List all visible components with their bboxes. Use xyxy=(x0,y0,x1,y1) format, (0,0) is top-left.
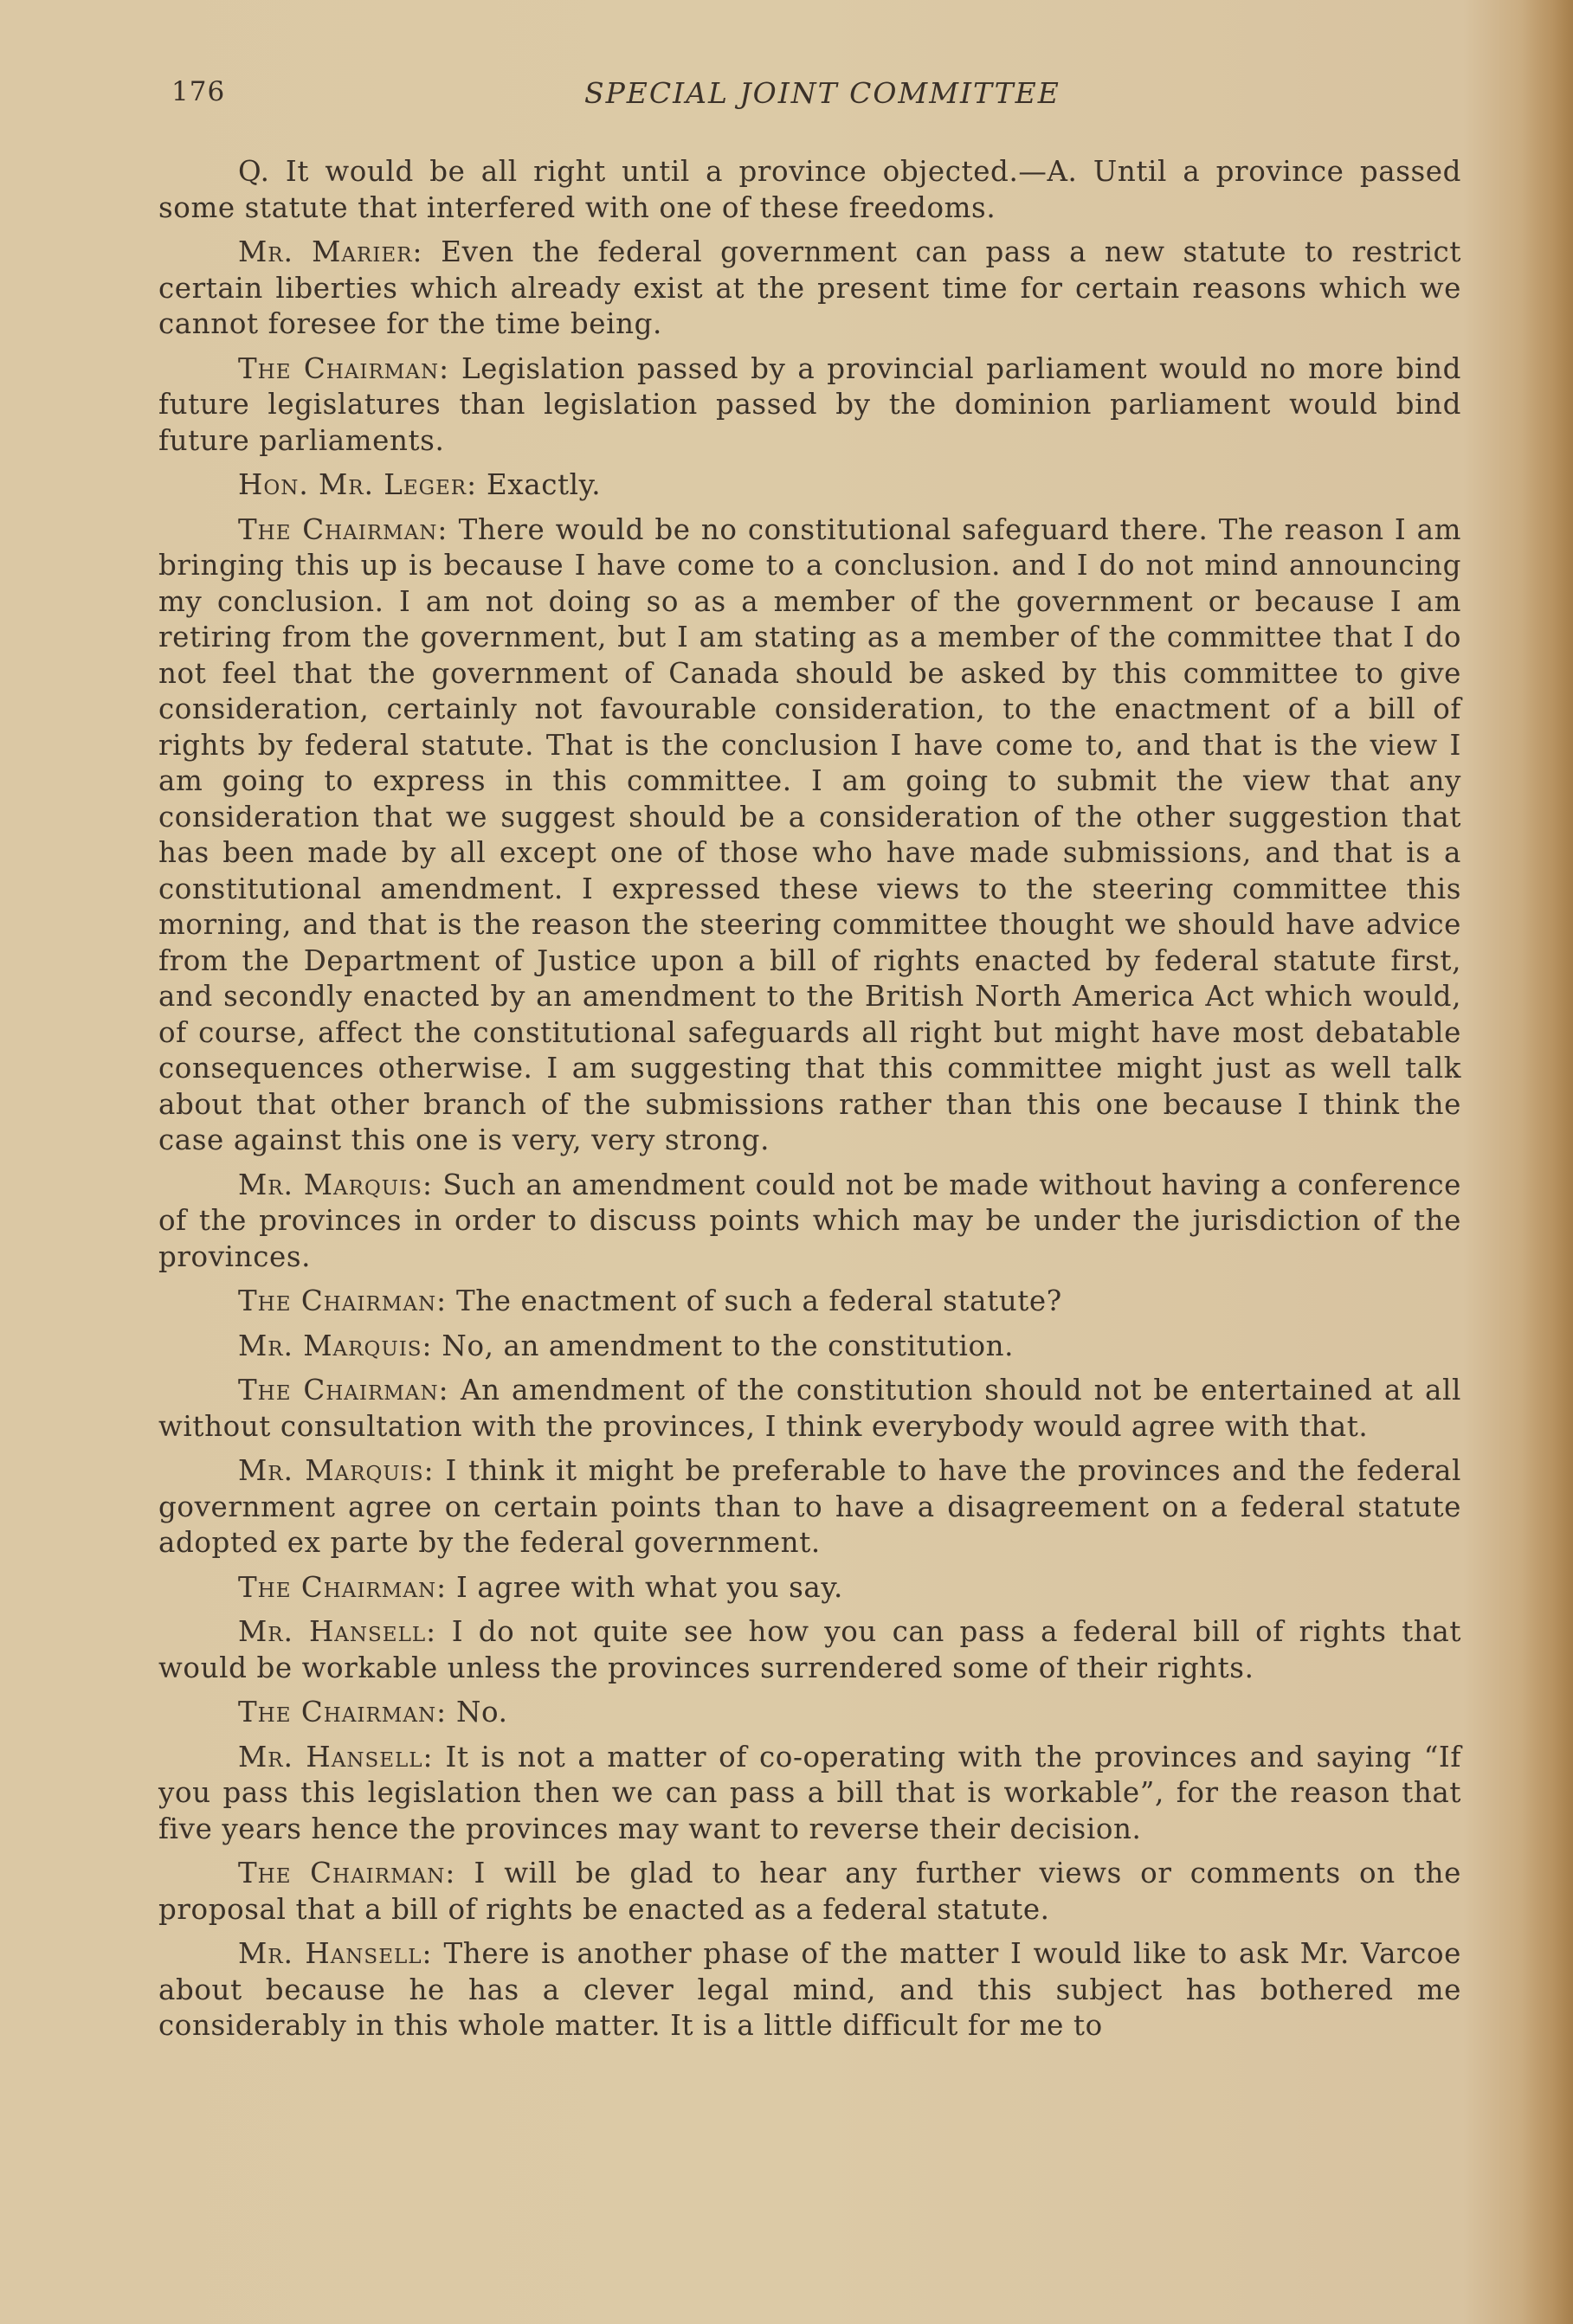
speaker-name: Mr. Hansell: xyxy=(238,1740,434,1774)
paragraph xyxy=(158,1329,1461,1365)
paragraph-text: There would be no constitutional safeguard there. The reason I am bringing this up is because I have come to a conclusion. and I do not mind announcing my conclusion. I am not doing so as a member of the government or because I am retiring from the government, but I am stating as a member of the committee that I do not feel that the government of Canada should be asked by this committee to give consideration, certainly not favourable consideration, to the enactment of a bill of rights by federal statute. That is the conclusion I have come to, and that is the view I am going to express in this committee. I am going to submit the view that any consideration that we suggest should be a consideration of the other suggestion that has been made by all except one of those who have made submissions, and that is a constitutional amendment. I expressed these views to the steering committee this morning, and that is the reason the steering committee thought we should have advice from the Department of Justice upon a bill of rights enacted by federal statute first, and secondly enacted by an amendment to the British North America Act which would, of course, affect the constitutional safeguards all right but might have most debatable consequences otherwise. I am suggesting that this committee might just as well talk about that other branch of the submissions rather than this one because I think the case against this one is very, very strong. xyxy=(158,512,1461,1156)
paragraph-text: I think it might be preferable to have the provinces and the federal government agree on certain points than to have a disagreement on a federal statute adopted ex parte by the federal government. xyxy=(158,1454,1461,1559)
paragraph xyxy=(158,1936,1461,2044)
paragraph xyxy=(158,351,1461,460)
paragraph-text: I will be glad to hear any further views or comments on the proposal that a bill of rights be enacted as a federal statute. xyxy=(158,1857,1461,1926)
speaker-name: The Chairman: xyxy=(238,1284,448,1317)
speaker-name: The Chairman: xyxy=(238,1857,456,1889)
paragraph-text: The enactment of such a federal statute? xyxy=(447,1284,1062,1317)
speaker-name: Mr. Marquis: xyxy=(238,1454,435,1487)
paragraph-text: Exactly. xyxy=(477,468,602,501)
paragraph xyxy=(158,1373,1461,1445)
speaker-name: The Chairman: xyxy=(238,512,448,546)
paragraph xyxy=(158,1740,1461,1848)
paragraph xyxy=(158,1695,1461,1731)
paragraph-text: Q. It would be all right until a province objected.—A. Until a province passed some statute that interfered with one of these freedoms. xyxy=(158,155,1461,224)
paragraph-text: I do not quite see how you can pass a federal bill of rights that would be workable unless the provinces surrendered some of their rights. xyxy=(158,1615,1461,1684)
paragraph xyxy=(158,1168,1461,1276)
speaker-name: Mr. Marquis: xyxy=(238,1168,433,1201)
paragraph-text: No. xyxy=(447,1696,508,1729)
speaker-name: Mr. Marier: xyxy=(238,235,423,268)
paragraph xyxy=(158,1284,1461,1320)
paragraph-text: No, an amendment to the constitution. xyxy=(432,1329,1015,1362)
transcript-body xyxy=(158,154,1461,2053)
paragraph-text: There is another phase of the matter I would like to ask Mr. Varcoe about because he has a clever legal mind, and this subject has bothered me considerably in this whole matter. It is a little difficult for me to xyxy=(158,1937,1461,2042)
speaker-name: Hon. Mr. Leger: xyxy=(238,468,478,501)
speaker-name: Mr. Hansell: xyxy=(238,1615,437,1648)
paragraph-text: Legislation passed by a provincial parliament would no more bind future legislatures than legislation passed by the dominion parliament would bind future parliaments. xyxy=(158,351,1462,457)
page-number: 176 xyxy=(171,76,226,107)
paragraph xyxy=(158,1570,1461,1606)
paragraph-text: It is not a matter of co-operating with the provinces and saying “If you pass this legislation then we can pass a bill that is workable”, for the reason that five years hence the provinces may want to reverse their decision. xyxy=(158,1740,1461,1845)
paragraph xyxy=(158,512,1461,1159)
paragraph xyxy=(158,154,1461,226)
paragraph-text: An amendment of the constitution should not be entertained at all without consultation with the provinces, I think everybody would agree with that. xyxy=(158,1374,1461,1443)
speaker-name: Mr. Marquis: xyxy=(238,1329,433,1362)
paragraph xyxy=(158,1856,1461,1928)
paragraph xyxy=(158,1614,1461,1686)
paragraph xyxy=(158,1453,1461,1561)
paragraph-text: Even the federal government can pass a new statute to restrict certain liberties which already exist at the present time for certain reasons which we cannot foresee for the time being. xyxy=(158,235,1461,340)
page-edge-shading xyxy=(1521,0,1573,2324)
speaker-name: The Chairman: xyxy=(238,1696,448,1729)
speaker-name: Mr. Hansell: xyxy=(238,1937,433,1970)
speaker-name: The Chairman: xyxy=(238,1570,448,1604)
paragraph-text: Such an amendment could not be made without having a conference of the provinces in order to discuss points which may be under the jurisdiction of the provinces. xyxy=(158,1168,1461,1273)
paragraph-text: I agree with what you say. xyxy=(447,1570,843,1604)
speaker-name: The Chairman: xyxy=(238,351,450,385)
paragraph xyxy=(158,235,1461,343)
running-title: SPECIAL JOINT COMMITTEE xyxy=(584,76,1060,110)
paragraph xyxy=(158,467,1461,504)
speaker-name: The Chairman: xyxy=(238,1374,449,1407)
